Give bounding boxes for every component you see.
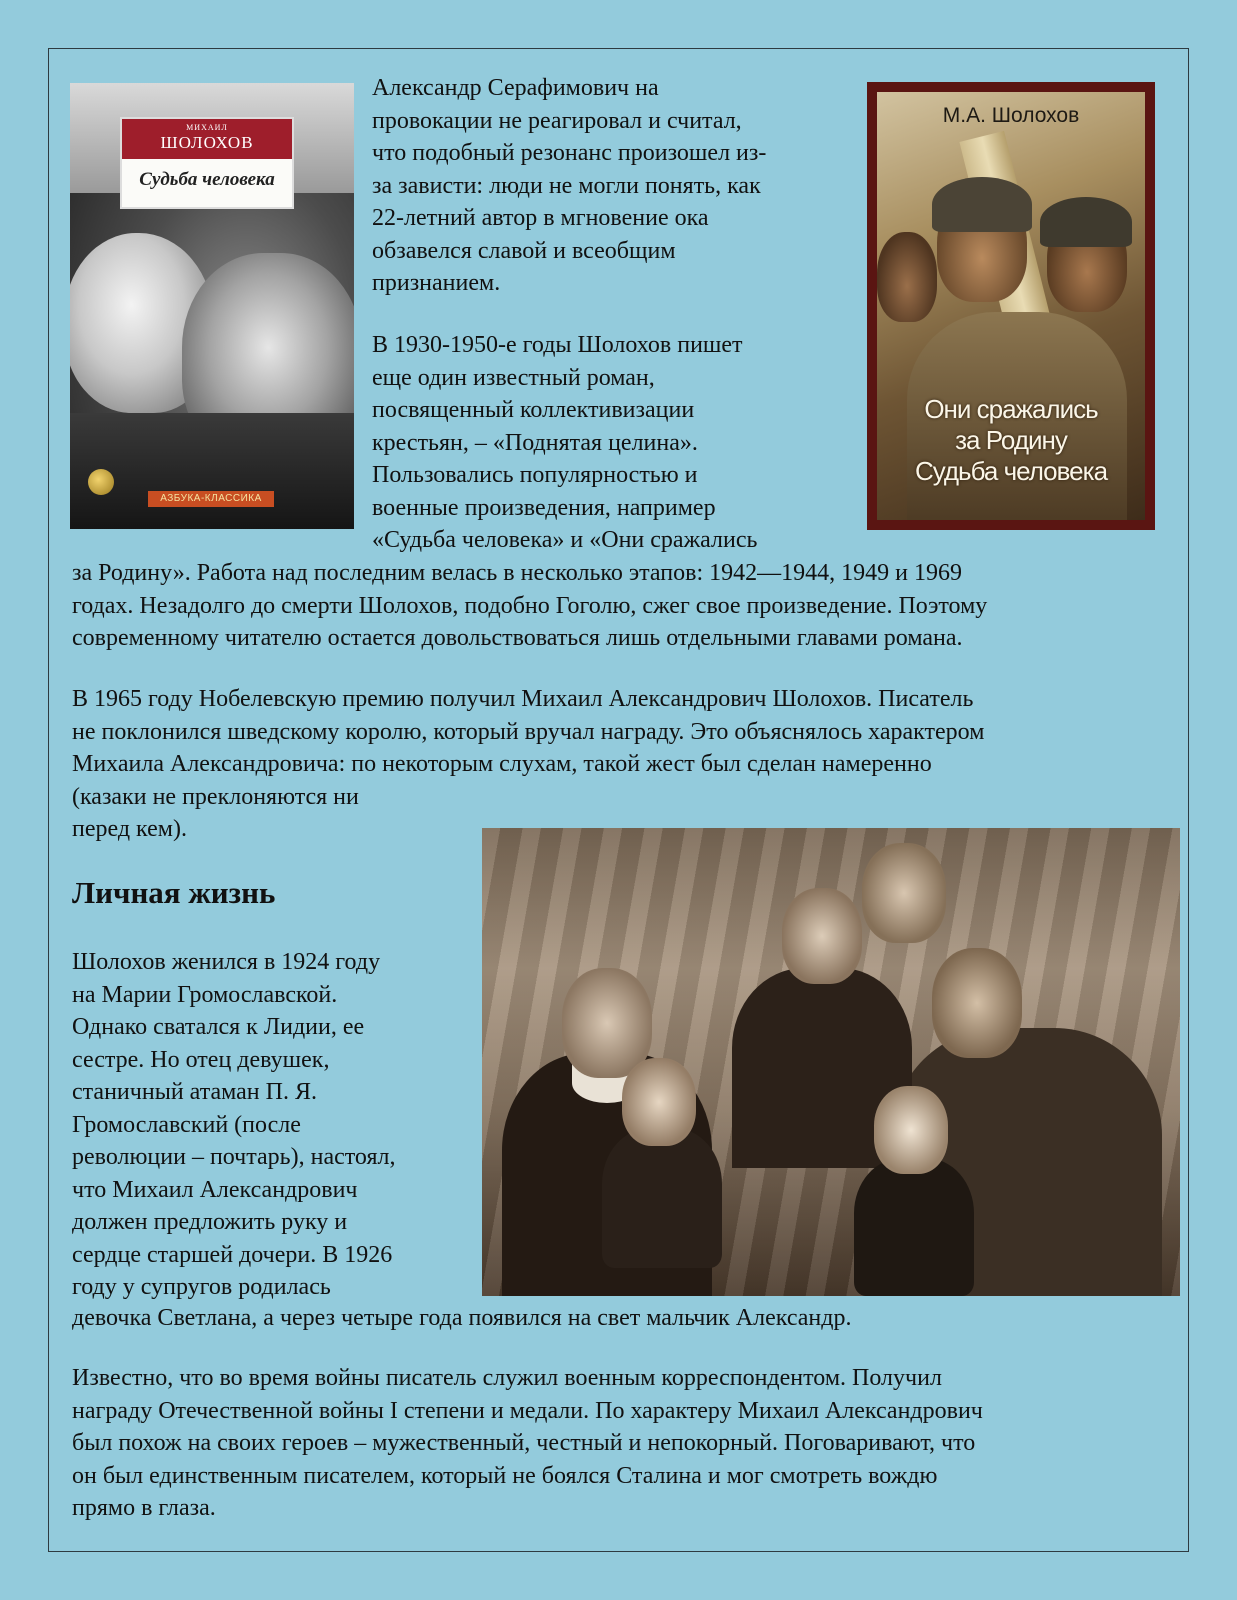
paragraph-oni-srazhalis-continued: за Родину». Работа над последним велась в несколько этапов: 1942—1944, 1949 и 1969 годах. Незадолго до смерти Шолохов, подобно Гоголю, сжег свое произведение. Поэтому современному читателю остается довольствоваться лишь отдельными главами романа. xyxy=(72,560,988,651)
cover-author-last: ШОЛОХОВ xyxy=(160,133,254,152)
cover-title-line: за Родину xyxy=(955,425,1067,455)
medal-icon xyxy=(88,469,114,495)
paragraph-nobel-prize: В 1965 году Нобелевскую премию получил Михаил Александрович Шолохов. Писатель не поклонился шведскому королю, который вручал награду. Это объяснялось характером Михаила Александровича: по некоторым слухам, такой жест был сделан намеренно (казаки не преклоняются ни перед кем). xyxy=(72,686,985,842)
cover-helmet xyxy=(1040,197,1132,247)
cover-title-line: Судьба человека xyxy=(914,456,1108,486)
cover-coat xyxy=(70,413,354,529)
book-cover-sudba-cheloveka xyxy=(70,83,354,529)
photo-father-face xyxy=(932,948,1022,1058)
photo-mother-face xyxy=(562,968,652,1078)
cover-soldier xyxy=(877,232,937,322)
cover-series-label: АЗБУКА-КЛАССИКА xyxy=(148,491,274,507)
cover-author: М.А. Шолохов xyxy=(942,104,1080,127)
book-cover-oni-srazhalis xyxy=(867,82,1155,530)
paragraph-marriage: Шолохов женился в 1924 году на Марии Громославской. Однако сватался к Лидии, ее сестре. Но отец девушек, станичный атаман П. Я. Громославский (после революции – почтарь), настоял, что Михаил Александрович должен предложить руку и сердце старшей дочери. В 1926 году у супругов родилась xyxy=(72,949,396,1300)
cover-author-band xyxy=(122,119,292,159)
cover-title-line: Они сражались xyxy=(924,394,1098,424)
paragraph-podnyataya-tselina: В 1930-1950-е годы Шолохов пишет еще один известный роман, посвященный коллективизации крестьян, – «Поднятая целина». Пользовались популярностью и военные произведения, например «Судьба человека» и «Они сражались xyxy=(372,332,758,553)
paragraph-war-correspondent: Известно, что во время войны писатель служил военным корреспондентом. Получил награду Отечественной войны I степени и медали. По характеру Михаил Александрович был похож на своих героев – мужественный, честный и непокорный. Поговаривают, что он был единственным писателем, который не боялся Сталина и мог смотреть вождю прямо в глаза. xyxy=(72,1365,983,1521)
cover-author-first: МИХАИЛ xyxy=(186,123,228,132)
photo-child-face xyxy=(622,1058,696,1146)
paragraph-marriage-continued: девочка Светлана, а через четыре года появился на свет мальчик Александр. xyxy=(72,1305,852,1331)
paragraph-serafimovich: Александр Серафимович на провокации не реагировал и считал, что подобный резонанс произошел из- за зависти: люди не могли понять, как 22-летний автор в мгновение ока обзавелся славой и всеобщим признанием. xyxy=(372,75,767,296)
photo-woman-face xyxy=(862,843,946,943)
photo-boy-face xyxy=(782,888,862,984)
section-heading-personal-life: Личная жизнь xyxy=(72,875,276,910)
cover-title xyxy=(867,394,1155,487)
cover-helmet xyxy=(932,177,1032,232)
cover-title-plaque xyxy=(122,119,292,207)
photo-child-face xyxy=(874,1086,948,1174)
photo-child-body xyxy=(602,1128,722,1268)
family-photo xyxy=(482,828,1180,1296)
photo-child-body xyxy=(854,1158,974,1296)
cover-book-title: Судьба человека xyxy=(139,169,275,190)
